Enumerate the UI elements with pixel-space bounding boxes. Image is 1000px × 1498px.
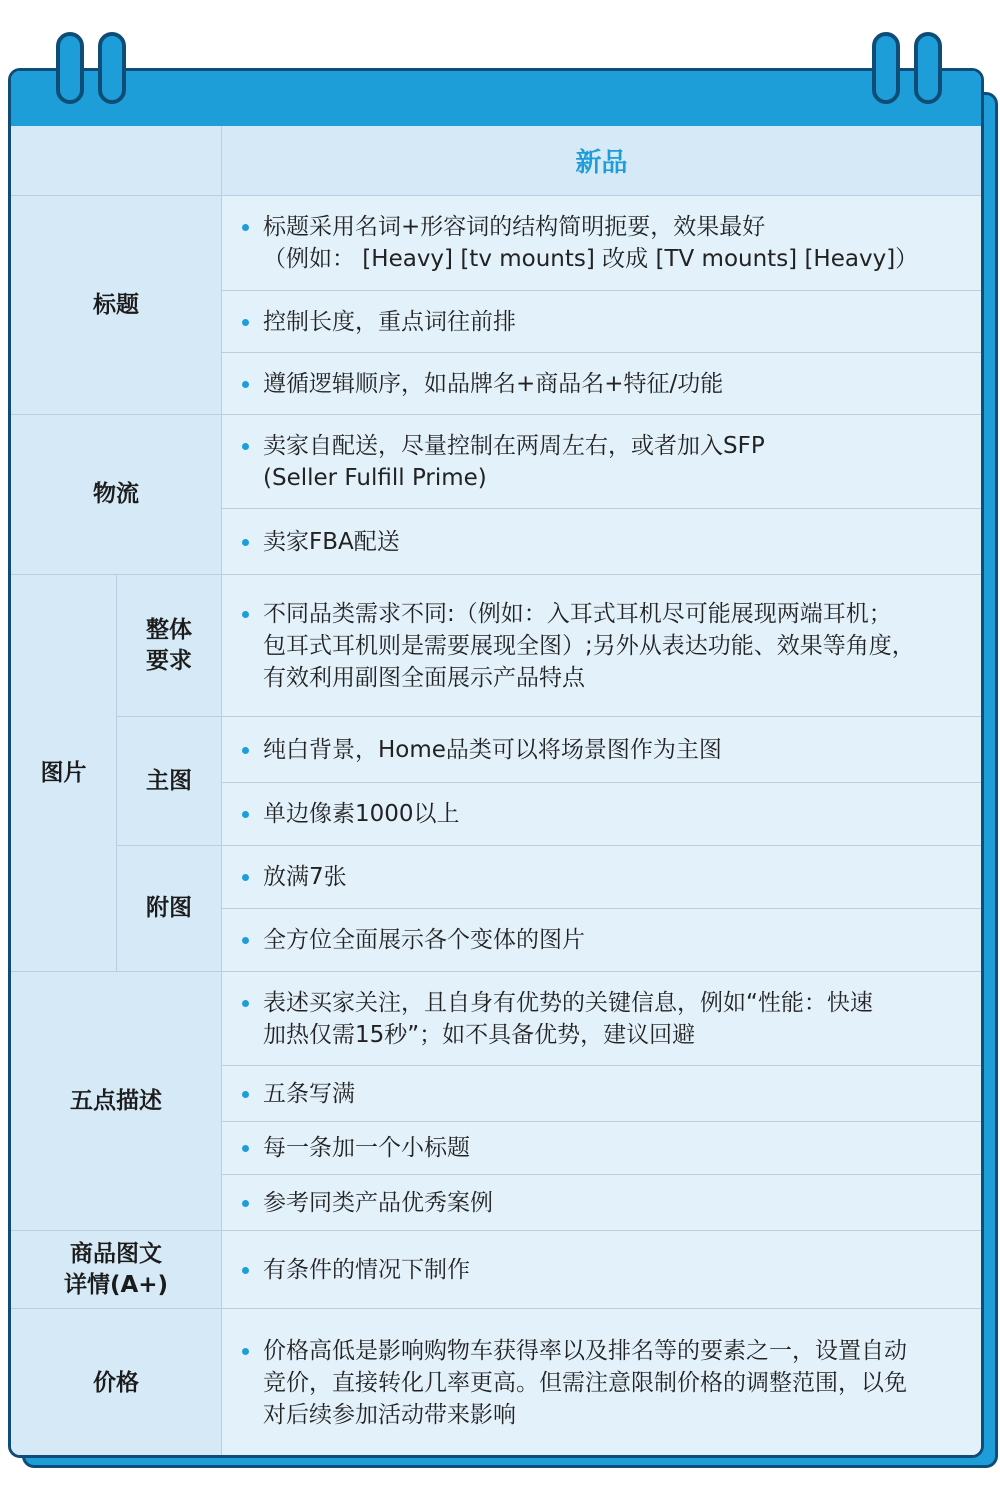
bullet-dot-icon [242,539,249,546]
sub-label-main-image: 主图 [117,717,222,846]
row-label-logistics: 物流 [11,415,222,575]
table-row: 五条写满 [222,1066,981,1122]
card-header-bar [11,71,981,129]
bullet-dot-icon [242,1348,249,1355]
table-row: 全方位全面展示各个变体的图片 [222,909,981,972]
bullet-dot-icon [242,1267,249,1274]
bullet-dot-icon [242,811,249,818]
binder-ring-icon [56,32,84,104]
table-row: 价格高低是影响购物车获得率以及排名等的要素之一，设置自动 竞价，直接转化几率更高。但需注意限制价格的调整范围，以免 对后续参加活动带来影响 [222,1309,981,1457]
row-label-title: 标题 [11,196,222,415]
notebook-card [8,68,984,1458]
table-row: 参考同类产品优秀案例 [222,1175,981,1231]
bullet-dot-icon [242,443,249,450]
bullet-dot-icon [242,224,249,231]
bullet-dot-icon [242,381,249,388]
table-row: 遵循逻辑顺序，如品牌名+商品名+特征/功能 [222,353,981,415]
comparison-table [11,126,981,1458]
row-label-images: 图片 [11,575,117,972]
table-row: 单边像素1000以上 [222,783,981,846]
bullet-dot-icon [242,319,249,326]
table-row: 有条件的情况下制作 [222,1231,981,1309]
table-row: 纯白背景，Home品类可以将场景图作为主图 [222,717,981,783]
row-label-price: 价格 [11,1309,222,1457]
bullet-dot-icon [242,937,249,944]
bullet-dot-icon [242,1145,249,1152]
row-label-bullet-points: 五点描述 [11,972,222,1231]
column-header [222,126,981,196]
bullet-dot-icon [242,611,249,618]
table-row: 不同品类需求不同:（例如：入耳式耳机尽可能展现两端耳机； 包耳式耳机则是需要展现全图）;另外从表达功能、效果等角度， 有效利用副图全面展示产品特点 [222,575,981,717]
table-row: 每一条加一个小标题 [222,1122,981,1175]
binder-ring-icon [914,32,942,104]
table-row: 控制长度，重点词往前排 [222,291,981,353]
table-corner [11,126,222,196]
column-title: 新品 [575,148,628,178]
table-row: 卖家自配送，尽量控制在两周左右，或者加入SFP (Seller Fulfill Prime) [222,415,981,509]
table-row: 卖家FBA配送 [222,509,981,575]
binder-ring-icon [98,32,126,104]
bullet-dot-icon [242,1091,249,1098]
bullet-dot-icon [242,1000,249,1007]
binder-ring-icon [872,32,900,104]
row-label-aplus: 商品图文 详情(A+) [11,1231,222,1309]
table-row: 放满7张 [222,846,981,909]
table-row: 标题采用名词+形容词的结构简明扼要，效果最好 （例如： [Heavy] [tv mounts] 改成 [TV mounts] [Heavy]） [222,196,981,291]
bullet-dot-icon [242,747,249,754]
sub-label-overall: 整体 要求 [117,575,222,717]
sub-label-sub-image: 附图 [117,846,222,972]
bullet-dot-icon [242,874,249,881]
bullet-dot-icon [242,1200,249,1207]
table-row: 表述买家关注，且自身有优势的关键信息，例如“性能：快速 加热仅需15秒”；如不具备优势，建议回避 [222,972,981,1066]
